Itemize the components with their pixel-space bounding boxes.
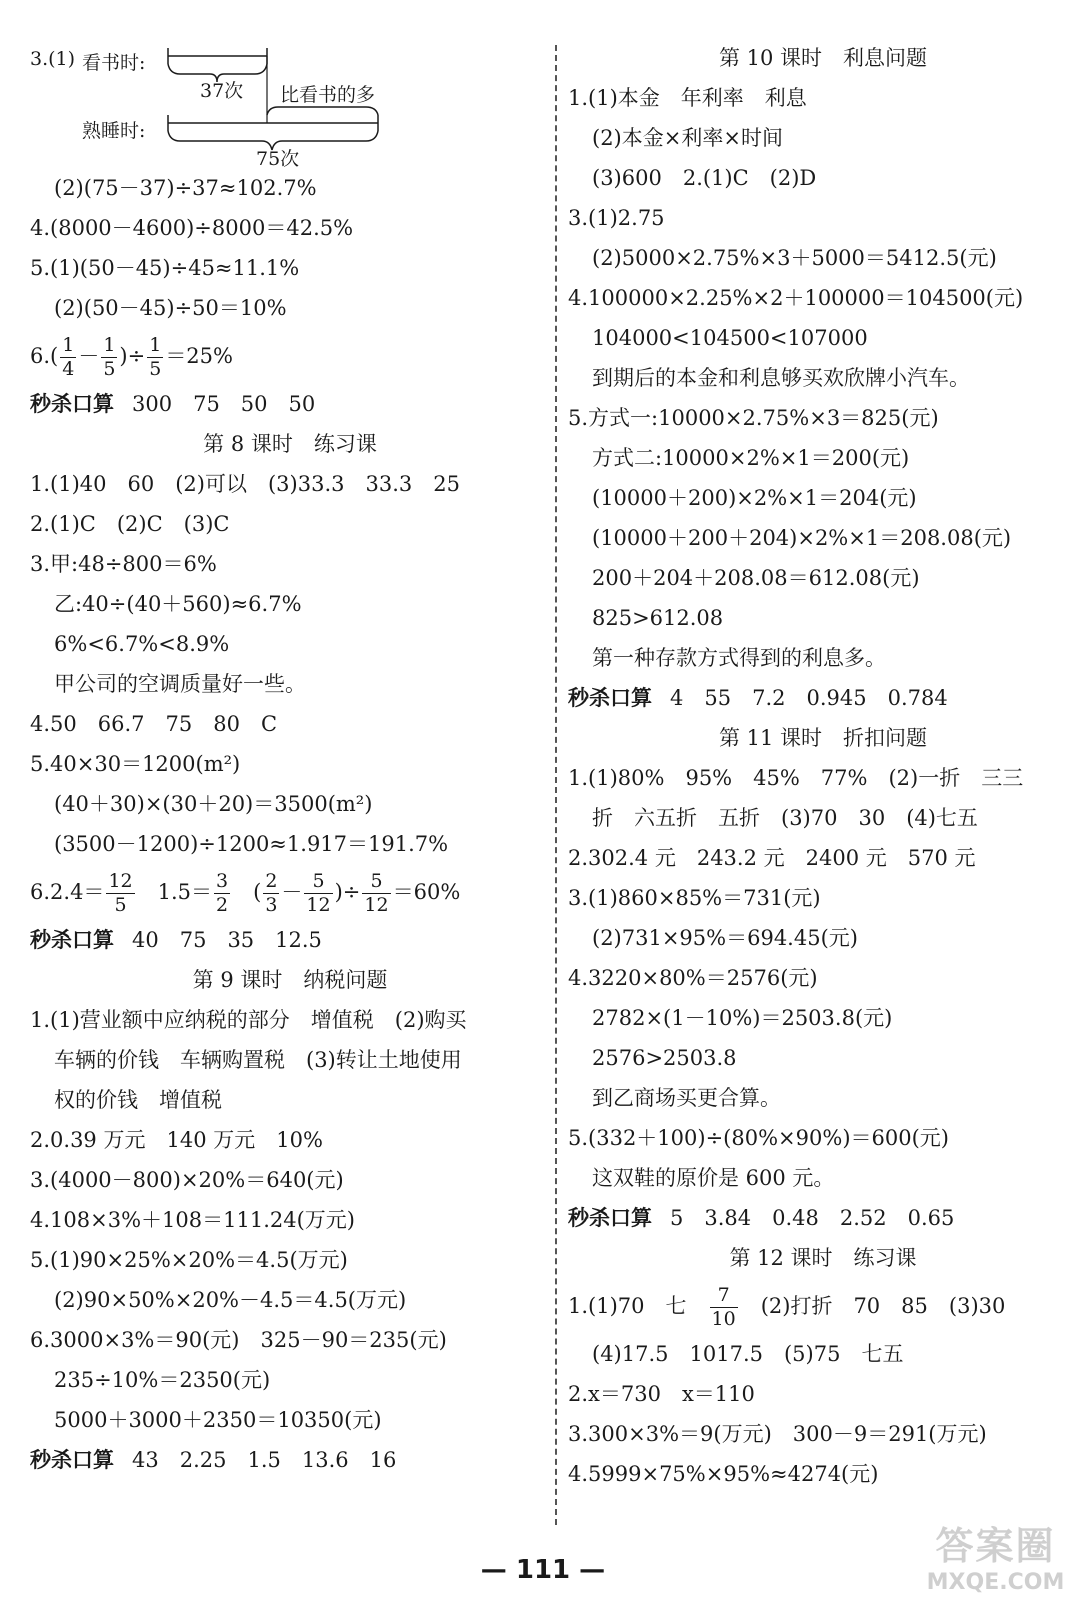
mental-math-line <box>30 920 550 960</box>
fraction <box>214 872 230 915</box>
diagram-count-sleep: 75次 <box>256 148 300 170</box>
mental-math-line <box>30 1440 550 1480</box>
numerator: 1 <box>103 334 116 356</box>
answer-line: (10000＋200)×2%×1＝204(元) <box>592 486 917 510</box>
answer-line: (4)17.5 1017.5 (5)75 七五 <box>592 1342 904 1366</box>
answer-line: 2576>2503.8 <box>592 1046 737 1070</box>
text: ( <box>232 880 262 904</box>
answer-line: 3.(1)860×85%＝731(元) <box>568 886 821 910</box>
watermark-logo <box>923 1515 1068 1595</box>
q3-number: 3.(1) <box>30 48 76 70</box>
answer-line: 235÷10%＝2350(元) <box>54 1368 271 1392</box>
answer-line: 4.5999×75%×95%≈4274(元) <box>568 1462 879 1486</box>
answer-line: 4.3220×80%＝2576(元) <box>568 966 818 990</box>
diagram-count-read: 37次 <box>200 80 244 102</box>
answer-line: 1.(1)营业额中应纳税的部分 增值税 (2)购买 <box>30 1008 467 1032</box>
answer-line: 6%<6.7%<8.9% <box>54 632 230 656</box>
text: － <box>78 344 100 368</box>
text: 1.5＝ <box>136 880 213 904</box>
denominator: 5 <box>103 358 116 380</box>
answer-line: (2)本金×利率×时间 <box>592 126 783 150</box>
answer-line: 甲公司的空调质量好一些。 <box>54 672 306 696</box>
answer-line: 2.302.4 元 243.2 元 2400 元 570 元 <box>568 846 976 870</box>
lesson-heading: 第 9 课时 纳税问题 <box>192 968 388 992</box>
answer-line: 4.50 66.7 75 80 C <box>30 712 278 736</box>
answer-line: (2)(50－45)÷50＝10% <box>54 296 287 320</box>
answer-line: 5.(1)90×25%×20%＝4.5(万元) <box>30 1248 348 1272</box>
watermark-top: 答案圈 <box>935 1524 1056 1568</box>
diagram-label-diff: 比看书的多 <box>280 84 376 106</box>
answer-line: 到乙商场买更合算。 <box>592 1086 781 1110</box>
text: )÷ <box>334 880 361 904</box>
answer-line: 1.(1)40 60 (2)可以 (3)33.3 33.3 25 <box>30 472 460 496</box>
answer-line: 2.(1)C (2)C (3)C <box>30 512 230 536</box>
denominator: 4 <box>62 358 75 380</box>
numerator: 2 <box>265 870 278 892</box>
left-column <box>30 38 550 1480</box>
answer-line: 2.0.39 万元 140 万元 10% <box>30 1128 323 1152</box>
column-divider <box>555 45 557 1525</box>
answer-line: (40＋30)×(30＋20)＝3500(m²) <box>54 792 373 816</box>
numerator: 5 <box>304 872 332 894</box>
mental-math-values: 5 3.84 0.48 2.52 0.65 <box>670 1206 955 1230</box>
fraction <box>106 872 134 915</box>
answer-line: (3500－1200)÷1200≈1.917＝191.7% <box>54 832 449 856</box>
fraction <box>60 336 76 379</box>
text: 6.( <box>30 344 59 368</box>
denominator: 10 <box>711 1308 736 1330</box>
denominator: 12 <box>364 894 389 916</box>
text: 1.(1)70 七 <box>568 1294 708 1318</box>
fraction <box>263 872 279 915</box>
answer-line: (2)731×95%＝694.45(元) <box>592 926 858 950</box>
mental-math-label: 秒杀口算 <box>568 686 652 710</box>
answer-line: (3)600 2.(1)C (2)D <box>592 166 817 190</box>
text: － <box>281 880 303 904</box>
answer-line: (2)(75－37)÷37≈102.7% <box>54 176 317 200</box>
numerator: 1 <box>149 334 162 356</box>
fraction <box>147 336 163 379</box>
answer-line: 4.108×3%＋108＝111.24(万元) <box>30 1208 355 1232</box>
answer-line: 1.(1)本金 年利率 利息 <box>568 86 807 110</box>
answer-line: 这双鞋的原价是 600 元。 <box>592 1166 835 1190</box>
mental-math-line <box>30 384 550 424</box>
text: ＝25% <box>165 344 233 368</box>
answer-line: 方式二:10000×2%×1＝200(元) <box>592 446 910 470</box>
answer-line: 200＋204＋208.08＝612.08(元) <box>592 566 920 590</box>
answer-line: 5.(1)(50－45)÷45≈11.1% <box>30 256 300 280</box>
answer-line: 1.(1)80% 95% 45% 77% (2)一折 三三 <box>568 766 1024 790</box>
answer-line: 折 六五折 五折 (3)70 30 (4)七五 <box>592 806 978 830</box>
answer-line: 5.方式一:10000×2.75%×3＝825(元) <box>568 406 939 430</box>
fraction-answer-line <box>30 864 550 920</box>
answer-line: 第一种存款方式得到的利息多。 <box>592 646 886 670</box>
answer-line: 3.(4000－800)×20%＝640(元) <box>30 1168 344 1192</box>
right-column <box>568 38 1078 1494</box>
answer-line: 4.100000×2.25%×2＋100000＝104500(元) <box>568 286 1024 310</box>
mental-math-line <box>568 1198 1078 1238</box>
mental-math-label: 秒杀口算 <box>30 1448 114 1472</box>
answer-line: 3.(1)2.75 <box>568 206 665 230</box>
mental-math-label: 秒杀口算 <box>30 928 114 952</box>
answer-line: 3.甲:48÷800＝6% <box>30 552 217 576</box>
answer-line: 6.3000×3%＝90(元) 325－90＝235(元) <box>30 1328 447 1352</box>
numerator: 12 <box>108 870 133 892</box>
mental-math-values: 4 55 7.2 0.945 0.784 <box>670 686 948 710</box>
answer-line: 权的价钱 增值税 <box>54 1088 222 1112</box>
lesson-heading: 第 12 课时 练习课 <box>729 1246 917 1270</box>
mental-math-label: 秒杀口算 <box>568 1206 652 1230</box>
fraction <box>362 872 390 915</box>
fraction <box>101 336 117 379</box>
answer-line: 到期后的本金和利息够买欢欣牌小汽车。 <box>592 366 970 390</box>
fraction <box>304 872 332 915</box>
fraction-answer-line <box>30 328 550 384</box>
answer-line: 4.(8000－4600)÷8000＝42.5% <box>30 216 354 240</box>
answer-line: 车辆的价钱 车辆购置税 (3)转让土地使用 <box>54 1048 462 1072</box>
lesson-heading: 第 10 课时 利息问题 <box>718 46 928 70</box>
text: ＝60% <box>392 880 461 904</box>
answer-line: (10000＋200＋204)×2%×1＝208.08(元) <box>592 526 1012 550</box>
fraction-answer-line <box>568 1278 1078 1334</box>
mental-math-values: 43 2.25 1.5 13.6 16 <box>132 1448 397 1472</box>
answer-line: (2)5000×2.75%×3＋5000＝5412.5(元) <box>592 246 997 270</box>
answer-line: 5.40×30＝1200(m²) <box>30 752 241 776</box>
mental-math-line <box>568 678 1078 718</box>
answer-line: 乙:40÷(40＋560)≈6.7% <box>54 592 302 616</box>
lesson-heading: 第 11 课时 折扣问题 <box>718 726 928 750</box>
denominator: 5 <box>149 358 162 380</box>
numerator: 7 <box>710 1286 738 1308</box>
lesson-heading: 第 8 课时 练习课 <box>203 432 377 456</box>
denominator: 3 <box>265 894 278 916</box>
answer-line: 2.x＝730 x＝110 <box>568 1382 755 1406</box>
answer-line: 3.300×3%＝9(万元) 300－9＝291(万元) <box>568 1422 987 1446</box>
answer-line: 825>612.08 <box>592 606 724 630</box>
mental-math-label: 秒杀口算 <box>30 392 114 416</box>
mental-math-values: 300 75 50 50 <box>132 392 316 416</box>
page-number: — 111 — <box>480 1555 606 1585</box>
watermark-bottom: MXQE.COM <box>926 1570 1065 1595</box>
denominator: 5 <box>114 894 127 916</box>
text: (2)打折 70 85 (3)30 <box>739 1294 1006 1318</box>
answer-line: 5000＋3000＋2350＝10350(元) <box>54 1408 382 1432</box>
line-segment-diagram <box>30 38 550 168</box>
diagram-label-read: 看书时: <box>82 52 146 74</box>
answer-line: (2)90×50%×20%－4.5＝4.5(万元) <box>54 1288 407 1312</box>
text: 6.2.4＝ <box>30 880 105 904</box>
denominator: 2 <box>216 894 229 916</box>
text: )÷ <box>119 344 146 368</box>
numerator: 5 <box>362 872 390 894</box>
answer-line: 5.(332＋100)÷(80%×90%)＝600(元) <box>568 1126 949 1150</box>
mental-math-values: 40 75 35 12.5 <box>132 928 322 952</box>
denominator: 12 <box>306 894 331 916</box>
diagram-label-sleep: 熟睡时: <box>82 120 146 142</box>
answer-line: 104000<104500<107000 <box>592 326 868 350</box>
numerator: 1 <box>62 334 75 356</box>
numerator: 3 <box>216 870 229 892</box>
fraction <box>710 1286 738 1329</box>
answer-line: 2782×(1－10%)＝2503.8(元) <box>592 1006 893 1030</box>
